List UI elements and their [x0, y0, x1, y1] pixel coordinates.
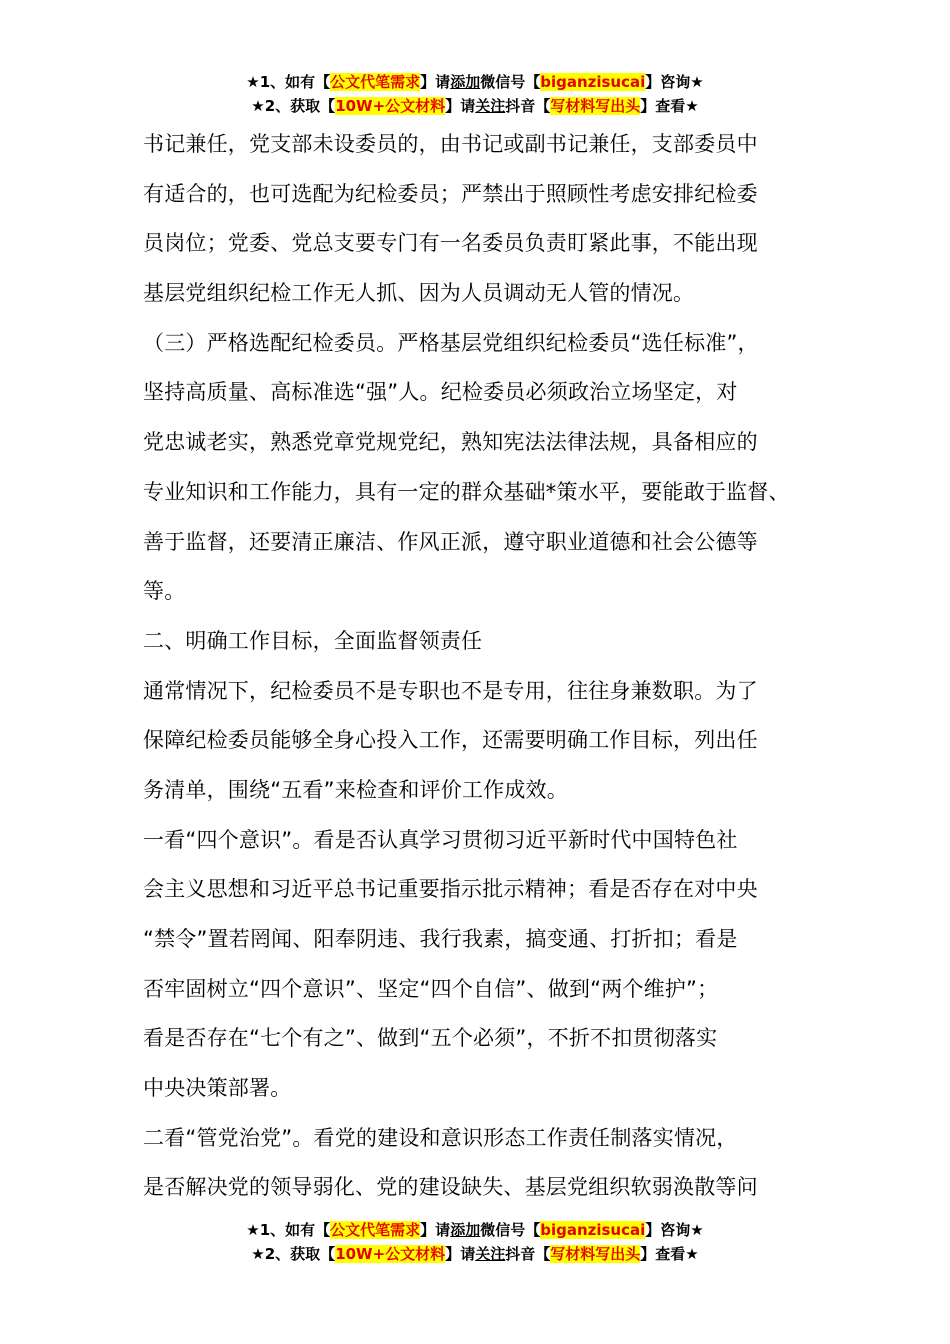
- body-line: 基层党组织纪检工作无人抓、因为人员调动无人管的情况。: [143, 281, 695, 306]
- body-line: 看是否存在“七个有之”、做到“五个必须”，不折不扣贯彻落实: [143, 1026, 718, 1051]
- footer-banner: [0, 1218, 950, 1266]
- body-line: 二看“管党治党”。看党的建设和意识形态工作责任制落实情况，: [143, 1125, 738, 1150]
- body-line: 坚持高质量、高标准选“强”人。纪检委员必须政治立场坚定，对: [143, 380, 738, 405]
- banner-text: ★2、获取【: [251, 97, 336, 115]
- banner-line-2: [0, 1242, 950, 1266]
- banner-text: 抖音【: [505, 1245, 551, 1263]
- banner-text: 】咨询★: [645, 73, 704, 91]
- banner-text: ★1、如有【: [246, 1221, 331, 1239]
- body-line: “禁令”置若罔闻、阳奉阴违、我行我素，搞变通、打折扣；看是: [143, 927, 738, 951]
- banner-highlight: biganzisucai: [540, 1221, 646, 1239]
- banner-text: 】请: [420, 1221, 451, 1239]
- banner-underlined: 关注: [475, 97, 506, 115]
- banner-text: 】查看★: [640, 97, 699, 115]
- banner-highlight: biganzisucai: [540, 73, 646, 91]
- banner-highlight: 写材料写出头: [550, 1245, 641, 1263]
- body-line: 等。: [143, 579, 186, 604]
- banner-underlined: 关注: [475, 1245, 506, 1263]
- body-line: 党忠诚老实，熟悉党章党规党纪，熟知宪法法律法规，具备相应的: [143, 430, 758, 455]
- banner-line-1: [0, 70, 950, 94]
- header-banner: [0, 70, 950, 118]
- banner-text: 微信号【: [480, 73, 541, 91]
- body-line: 有适合的，也可选配为纪检委员；严禁出于照顾性考虑安排纪检委: [143, 181, 758, 206]
- body-line: 中央决策部署。: [143, 1076, 292, 1101]
- body-line: 会主义思想和习近平总书记重要指示批示精神；看是否存在对中央: [143, 877, 758, 902]
- banner-highlight: 10W+公文材料: [335, 97, 446, 115]
- banner-text: 】请: [445, 97, 476, 115]
- body-line: 是否解决党的领导弱化、党的建设缺失、基层党组织软弱涣散等问: [143, 1175, 758, 1200]
- body-line: 务清单，围绕“五看”来检查和评价工作成效。: [143, 777, 568, 802]
- banner-highlight: 公文代笔需求: [330, 73, 421, 91]
- banner-text: 微信号【: [480, 1221, 541, 1239]
- banner-line-2: [0, 94, 950, 118]
- banner-line-1: [0, 1218, 950, 1242]
- banner-text: 】查看★: [640, 1245, 699, 1263]
- body-line: 否牢固树立“四个意识”、坚定“四个自信”、做到“两个维护”；: [143, 976, 719, 1001]
- body-line: 保障纪检委员能够全身心投入工作，还需要明确工作目标，列出任: [143, 728, 758, 753]
- banner-text: 抖音【: [505, 97, 551, 115]
- banner-highlight: 公文代笔需求: [330, 1221, 421, 1239]
- body-line: 书记兼任，党支部未设委员的，由书记或副书记兼任，支部委员中: [143, 132, 758, 156]
- body-line: 通常情况下，纪检委员不是专职也不是专用，往往身兼数职。为了: [143, 678, 758, 703]
- banner-text: ★2、获取【: [251, 1245, 336, 1263]
- banner-text: 】请: [420, 73, 451, 91]
- body-line: 善于监督，还要清正廉洁、作风正派，遵守职业道德和社会公德等: [143, 529, 758, 554]
- banner-text: 】咨询★: [645, 1221, 704, 1239]
- section-heading: 二、明确工作目标，全面监督领责任: [143, 628, 483, 653]
- body-line: 一看“四个意识”。看是否认真学习贯彻习近平新时代中国特色社: [143, 827, 738, 852]
- banner-underlined: 添加: [450, 1221, 481, 1239]
- banner-text: 】请: [445, 1245, 476, 1263]
- banner-highlight: 10W+公文材料: [335, 1245, 446, 1263]
- body-line: 员岗位；党委、党总支要专门有一名委员负责盯紧此事，不能出现: [143, 231, 758, 256]
- document-body: [143, 120, 843, 1213]
- banner-underlined: 添加: [450, 73, 481, 91]
- banner-text: ★1、如有【: [246, 73, 331, 91]
- banner-highlight: 写材料写出头: [550, 97, 641, 115]
- body-line: （三）严格选配纪检委员。严格基层党组织纪检委员“选任标准”，: [143, 330, 759, 355]
- body-line: 专业知识和工作能力，具有一定的群众基础*策水平，要能敢于监督、: [143, 479, 790, 504]
